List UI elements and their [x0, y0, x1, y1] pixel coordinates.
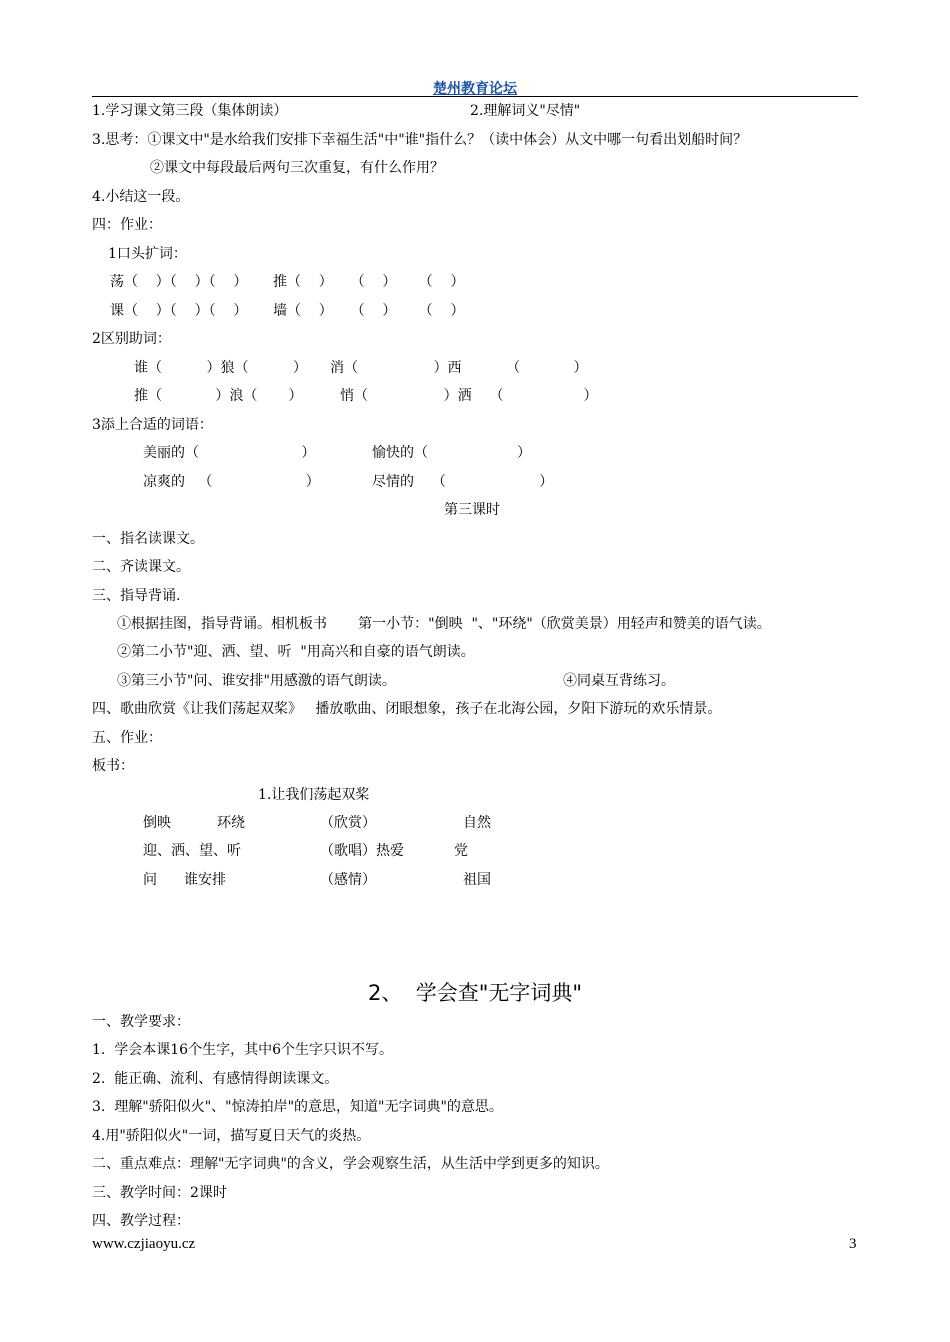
text-line: 墙（ ） （ ） （ ） — [273, 303, 465, 319]
blackboard-cell: （欣赏） — [320, 815, 376, 831]
text-line: 三、指导背诵. — [92, 588, 181, 604]
blackboard-cell: 谁安排 — [184, 872, 226, 888]
text-line: ①根据挂图，指导背诵。相机板书 第一小节："倒映 "、"环绕"（欣赏美景）用轻声和赞美的语气读。 — [117, 616, 771, 632]
text-line: 1口头扩词： — [108, 246, 187, 262]
text-line: ②课文中每段最后两句三次重复，有什么作用？ — [150, 160, 444, 176]
blackboard-cell: 倒映 — [143, 815, 171, 831]
text-line: 美丽的（ ） — [143, 445, 316, 461]
header-title: 楚州教育论坛 — [433, 81, 517, 97]
text-line: 消（ ）西 （ ） — [330, 360, 588, 376]
text-line: 3.思考：①课文中"是水给我们安排下幸福生活"中"谁"指什么？（读中体会）从文中哪一句看出划船时间？ — [92, 132, 748, 148]
blackboard-cell: 问 — [143, 872, 157, 888]
blackboard-title: 1.让我们荡起双桨 — [258, 787, 370, 803]
blackboard-cell: 环绕 — [217, 815, 245, 831]
text-line: 二、齐读课文。 — [92, 559, 190, 575]
section-heading: 第三课时 — [444, 502, 500, 518]
text-line: ②第二小节"迎、洒、望、听 "用高兴和自豪的语气朗读。 — [117, 644, 475, 660]
blackboard-cell: （歌唱）热爱 — [320, 843, 404, 859]
text-line: 二、重点难点：理解"无字词典"的含义，学会观察生活，从生活中学到更多的知识。 — [92, 1156, 609, 1172]
text-line: 荡（ ）（ ）（ ） — [110, 274, 248, 290]
text-line: 谁（ ）狼（ ） — [134, 360, 308, 376]
text-line: 四、教学过程： — [92, 1213, 190, 1229]
blackboard-cell: 自然 — [463, 815, 491, 831]
text-line: 推（ ） （ ） （ ） — [273, 274, 465, 290]
text-line: 2区别助词： — [92, 331, 171, 347]
text-line: ③第三小节"问、谁安排"用感激的语气朗读。 — [117, 673, 396, 689]
text-line: 课（ ）（ ）（ ） — [110, 303, 248, 319]
text-line: 3添上合适的词语： — [92, 417, 213, 433]
footer-url: www.czjiaoyu.cz — [92, 1236, 196, 1252]
text-line: 一、指名读课文。 — [92, 531, 204, 547]
text-line: 愉快的（ ） — [372, 445, 532, 461]
text-line: 五、作业： — [92, 730, 162, 746]
blackboard-cell: 迎、洒、望、听 — [143, 843, 241, 859]
blackboard-cell: （感情） — [320, 872, 376, 888]
blackboard-cell: 党 — [454, 843, 468, 859]
text-line: 板书： — [92, 758, 134, 774]
text-line: 一、教学要求： — [92, 1014, 190, 1030]
header-rule — [92, 96, 858, 97]
text-line: 1. 学会本课16个生字，其中6个生字只识不写。 — [92, 1042, 393, 1058]
text-line: 尽情的 （ ） — [372, 474, 554, 490]
lesson-title: 2、 学会查"无字词典" — [367, 981, 583, 1005]
text-line: 4.小结这一段。 — [92, 189, 190, 205]
text-line: 4.用"骄阳似火"一词，描写夏日天气的炎热。 — [92, 1128, 371, 1144]
text-line: 2. 能正确、流利、有感情得朗读课文。 — [92, 1071, 339, 1087]
text-line: 四、歌曲欣赏《让我们荡起双桨》 播放歌曲、闭眼想象，孩子在北海公园，夕阳下游玩的欢乐情景。 — [92, 701, 722, 717]
text-line: 2.理解词义"尽情" — [470, 103, 581, 119]
text-line: 三、教学时间：2课时 — [92, 1185, 227, 1201]
text-line: 悄（ ）洒 （ ） — [340, 388, 598, 404]
text-line: 推（ ）浪（ ） — [134, 388, 303, 404]
text-line: 四：作业： — [92, 217, 162, 233]
page-number: 3 — [849, 1236, 857, 1252]
blackboard-cell: 祖国 — [463, 872, 491, 888]
text-line: ④同桌互背练习。 — [563, 673, 675, 689]
text-line: 凉爽的 （ ） — [143, 474, 320, 490]
text-line: 1.学习课文第三段（集体朗读） — [92, 103, 288, 119]
text-line: 3. 理解"骄阳似火"、"惊涛拍岸"的意思，知道"无字词典"的意思。 — [92, 1099, 503, 1115]
